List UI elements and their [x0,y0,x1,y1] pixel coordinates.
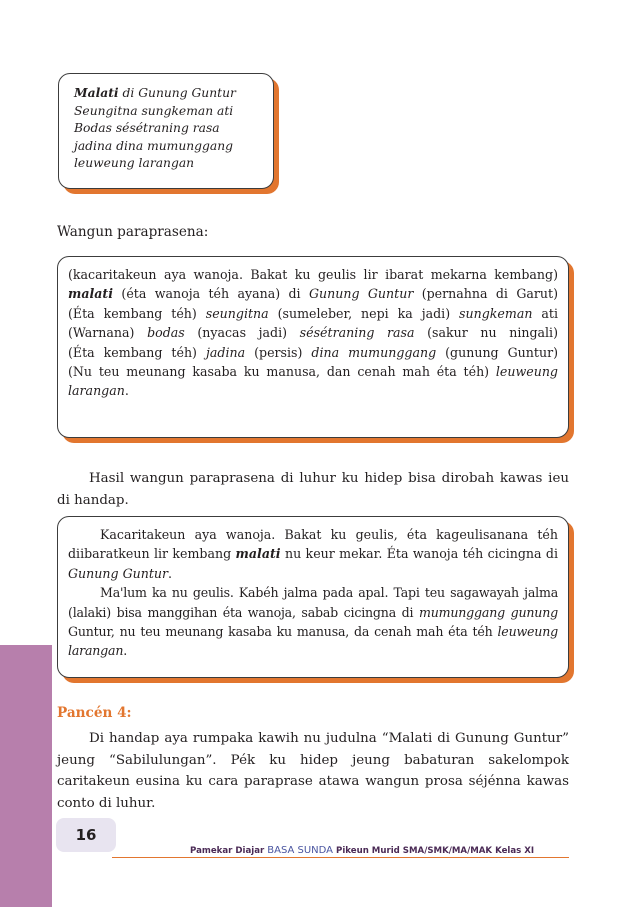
paraphrase-line-4: (Warnana) bodas (nyacas jadi) sésétraning rasa (sakur nu ningali) [68,325,558,341]
poem-line-3: Bodas sésétraning rasa [74,121,220,136]
paraphrase-line-3: (Éta kembang téh) seungitna (sumeleber, nepi ka jadi) sungkeman ati [68,305,558,321]
prose-box [57,516,569,678]
prose-paragraph-2: Ma'lum ka nu geulis. Kabéh jalma pada apal. Tapi teu sagawayah jalma (lalaki) bisa manggihan éta wanoja, sabab cicingna di mumunggang gunung Guntur, nu teu meunang kasaba ku manusa, da cenah mah éta téh leuweung larangan. [68,585,558,659]
paraphrase-box [57,256,569,438]
paraphrase-line-6: (Nu teu meunang kasaba ku manusa, dan cenah mah éta téh) leuweung [68,364,558,380]
poem-box [58,73,274,189]
poem-line-1: Malati di Gunung Guntur [74,85,236,100]
task-paragraph: Di handap aya rumpaka kawih nu judulna “Malati di Gunung Guntur” jeung “Sabilulungan”. Pék ku hidep jeung babaturan sakelompok caritakeun eusina ku cara paraprase atawa wangun prosa séjénna kawas conto di luhur. [57,731,569,811]
footer-text: Pamekar Diajar BASA SUNDA Pikeun Murid SMA/SMK/MA/MAK Kelas XI [190,845,535,856]
poem-line-2: Seungitna sungkeman ati [74,103,234,118]
footer-rule [112,857,569,858]
prose-paragraph-1: Kacaritakeun aya wanoja. Bakat ku geulis, éta kageulisanana téh diibaratkeun lir kembang malati nu keur mekar. Éta wanoja téh cicingna di Gunung Guntur. [68,527,558,581]
paraphrase-line-2: malati (éta wanoja téh ayana) di Gunung Guntur (pernahna di Garut) [68,286,558,302]
task-title: Pancén 4: [57,705,132,721]
paraphrase-line-5: (Éta kembang téh) jadina (persis) dina mumunggang (gunung Guntur) [68,344,558,360]
intro-paragraph: Hasil wangun paraprasena di luhur ku hidep bisa dirobah kawas ieu di handap. [57,471,569,508]
page-number: 16 [56,818,116,852]
side-tab-decoration [0,645,52,907]
section-heading: Wangun paraprasena: [57,224,209,240]
paraphrase-line-7: larangan. [68,383,129,399]
poem-line-5: leuweung larangan [74,156,195,171]
poem-line-4: jadina dina mumunggang [74,138,234,153]
paraphrase-line-1: (kacaritakeun aya wanoja. Bakat ku geulis lir ibarat mekarna kembang) [68,267,558,282]
